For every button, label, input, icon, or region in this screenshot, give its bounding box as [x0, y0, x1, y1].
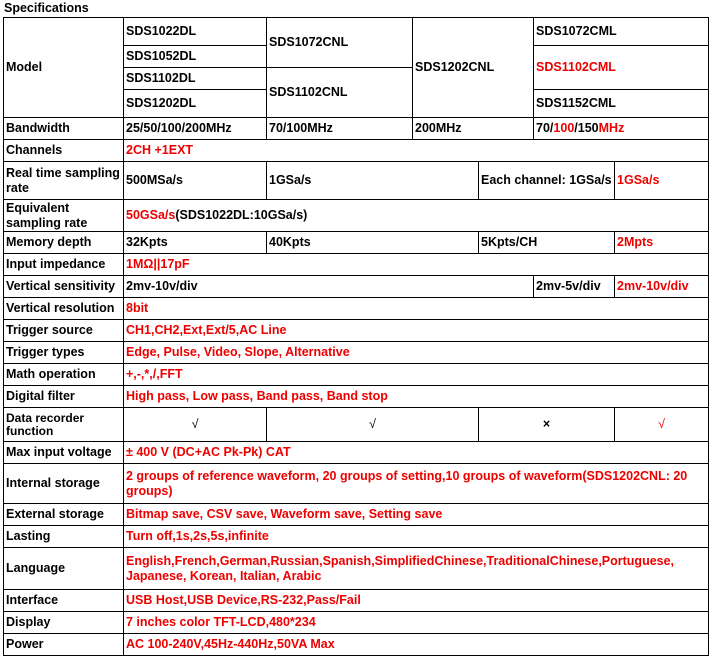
maxv-label: Max input voltage [4, 442, 124, 464]
vsens-label: Vertical sensitivity [4, 276, 124, 298]
recorder-cross-icon: × [479, 408, 615, 442]
vres-value: 8bit [124, 298, 709, 320]
internal-value: 2 groups of reference waveform, 20 groups of setting,10 groups of waveform(SDS1202CNL: 20 groups) [124, 464, 709, 504]
model-cell: SDS1072CNL [267, 18, 413, 68]
recorder-label: Data recorder function [4, 408, 124, 442]
vres-label: Vertical resolution [4, 298, 124, 320]
realtime-value: 1GSa/s [267, 162, 479, 200]
vsens-value: 2mv-5v/div [534, 276, 615, 298]
bandwidth-value [534, 118, 709, 140]
language-label: Language [4, 548, 124, 590]
memory-value: 5Kpts/CH [479, 232, 615, 254]
model-cell: SDS1052DL [124, 46, 267, 68]
equivalent-part: 50GSa/s [126, 208, 176, 222]
bandwidth-part: /150 [574, 121, 599, 135]
model-cell: SDS1102DL [124, 68, 267, 90]
vsens-value: 2mv-10v/div [124, 276, 534, 298]
power-label: Power [4, 634, 124, 656]
channels-label: Channels [4, 140, 124, 162]
model-cell: SDS1022DL [124, 18, 267, 46]
model-label: Model [4, 18, 124, 118]
bandwidth-value: 200MHz [413, 118, 534, 140]
model-cell: SDS1202DL [124, 90, 267, 118]
vsens-value: 2mv-10v/div [615, 276, 709, 298]
memory-value: 32Kpts [124, 232, 267, 254]
equivalent-part: (SDS1022DL:10GSa/s) [175, 208, 308, 222]
model-cell: SDS1152CML [534, 90, 709, 118]
model-cell: SDS1102CML [534, 46, 709, 90]
memory-value: 2Mpts [615, 232, 709, 254]
external-label: External storage [4, 504, 124, 526]
bandwidth-part: 100 [553, 121, 575, 135]
realtime-value: 1GSa/s [615, 162, 709, 200]
display-label: Display [4, 612, 124, 634]
lasting-value: Turn off,1s,2s,5s,infinite [124, 526, 709, 548]
realtime-value: 500MSa/s [124, 162, 267, 200]
bandwidth-part: MHz [598, 121, 625, 135]
bandwidth-value: 70/100MHz [267, 118, 413, 140]
trigtypes-value: Edge, Pulse, Video, Slope, Alternative [124, 342, 709, 364]
channels-value: 2CH +1EXT [124, 140, 709, 162]
lasting-label: Lasting [4, 526, 124, 548]
math-value: +,-,*,/,FFT [124, 364, 709, 386]
external-value: Bitmap save, CSV save, Waveform save, Setting save [124, 504, 709, 526]
memory-label: Memory depth [4, 232, 124, 254]
power-value: AC 100-240V,45Hz-440Hz,50VA Max [124, 634, 709, 656]
trigsrc-value: CH1,CH2,Ext,Ext/5,AC Line [124, 320, 709, 342]
display-value: 7 inches color TFT-LCD,480*234 [124, 612, 709, 634]
bandwidth-part: 70/ [536, 121, 554, 135]
model-cell: SDS1202CNL [413, 18, 534, 118]
impedance-value: 1MΩ||17pF [124, 254, 709, 276]
specifications-table [3, 17, 709, 656]
model-cell: SDS1102CNL [267, 68, 413, 118]
maxv-value: ± 400 V (DC+AC Pk-Pk) CAT [124, 442, 709, 464]
internal-label: Internal storage [4, 464, 124, 504]
realtime-value: Each channel: 1GSa/s [479, 162, 615, 200]
trigtypes-label: Trigger types [4, 342, 124, 364]
equivalent-label: Equivalent sampling rate [4, 200, 124, 232]
page-title: Specifications [4, 1, 89, 15]
memory-value: 40Kpts [267, 232, 479, 254]
recorder-check-icon: √ [615, 408, 709, 442]
impedance-label: Input impedance [4, 254, 124, 276]
filter-value: High pass, Low pass, Band pass, Band stop [124, 386, 709, 408]
interface-value: USB Host,USB Device,RS-232,Pass/Fail [124, 590, 709, 612]
language-value: English,French,German,Russian,Spanish,SimplifiedChinese,TraditionalChinese,Portuguese, Japanese, Korean, Italian, Arabic [124, 548, 709, 590]
model-cell: SDS1072CML [534, 18, 709, 46]
filter-label: Digital filter [4, 386, 124, 408]
interface-label: Interface [4, 590, 124, 612]
realtime-label: Real time sampling rate [4, 162, 124, 200]
equivalent-value [124, 200, 709, 232]
bandwidth-value: 25/50/100/200MHz [124, 118, 267, 140]
bandwidth-label: Bandwidth [4, 118, 124, 140]
recorder-check-icon: √ [267, 408, 479, 442]
trigsrc-label: Trigger source [4, 320, 124, 342]
recorder-check-icon: √ [124, 408, 267, 442]
math-label: Math operation [4, 364, 124, 386]
